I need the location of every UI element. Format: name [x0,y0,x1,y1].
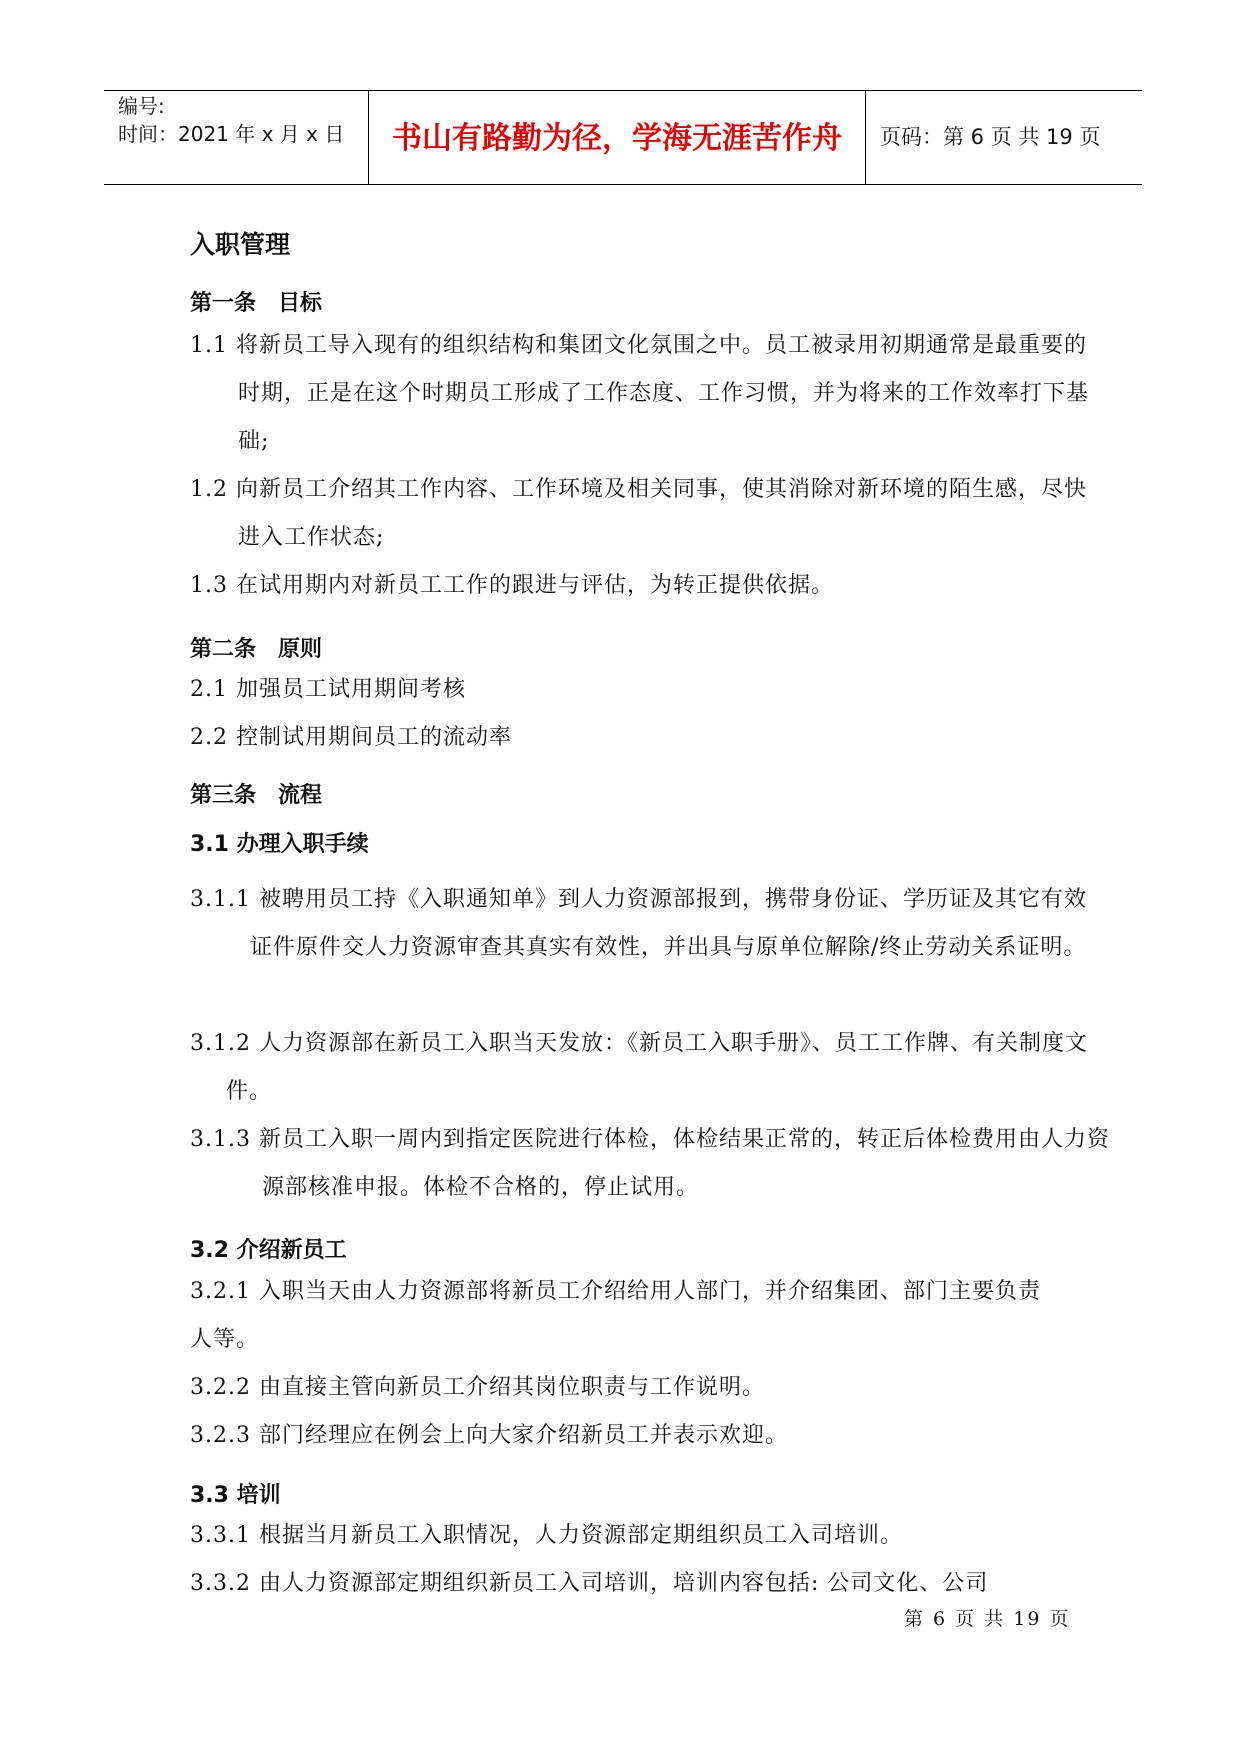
doc-number-label: 编号: [118,94,165,118]
clause-3-1-2: 3.1.2 人力资源部在新员工入职当天发放：《新员工入职手册》、员工工作牌、有关制度文件。 [190,1031,1088,1104]
clause-2-1: 2.1 加强员工试用期间考核 [190,677,466,702]
section-1-heading: 第一条 目标 [190,291,323,316]
date-label: 时间：2021 年 x 月 x 日 [118,122,345,146]
section-3-1-heading: 3.1 办理入职手续 [190,832,369,857]
clause-1-1: 1.1 将新员工导入现有的组织结构和集团文化氛围之中。员工被录用初期通常是最重要的时期，正是在这个时期员工形成了工作态度、工作习惯，并为将来的工作效率打下基础; [190,333,1090,454]
clause-3-3-1: 3.3.1 根据当月新员工入职情况，人力资源部定期组织员工入司培训。 [190,1523,903,1548]
section-3-heading: 第三条 流程 [190,783,323,808]
clause-2-2: 2.2 控制试用期间员工的流动率 [190,725,512,750]
clause-3-2-3: 3.2.3 部门经理应在例会上向大家介绍新员工并表示欢迎。 [190,1423,788,1448]
header-page-number: 页码：第 6 页 共 19 页 [880,125,1101,149]
section-2-heading: 第二条 原则 [190,637,323,662]
clause-3-1-1: 3.1.1 被聘用员工持《入职通知单》到人力资源部报到，携带身份证、学历证及其它有效证件原件交人力资源审查其真实有效性，并出具与原单位解除/终止劳动关系证明。 [190,887,1087,960]
page-footer: 第 6 页 共 19 页 [904,1608,1071,1630]
motto: 书山有路勤为径，学海无涯苦作舟 [392,121,842,156]
header-meta-cell [104,91,368,184]
section-3-3-heading: 3.3 培训 [190,1483,281,1508]
clause-1-3: 1.3 在试用期内对新员工工作的跟进与评估，为转正提供依据。 [190,573,834,598]
clause-1-2: 1.2 向新员工介绍其工作内容、工作环境及相关同事，使其消除对新环境的陌生感，尽快进入工作状态; [190,477,1087,550]
document-header [104,90,1142,185]
section-3-2-heading: 3.2 介绍新员工 [190,1238,347,1263]
clause-3-3-2: 3.3.2 由人力资源部定期组织新员工入司培训，培训内容包括: 公司文化、公司 [190,1571,989,1596]
header-motto-cell [368,91,866,184]
header-page-cell [866,91,1142,184]
page-title: 入职管理 [190,230,291,259]
clause-3-2-1: 3.2.1 入职当天由人力资源部将新员工介绍给用人部门，并介绍集团、部门主要负责人等。 [190,1279,1041,1352]
clause-3-1-3: 3.1.3 新员工入职一周内到指定医院进行体检，体检结果正常的，转正后体检费用由人力资源部核准申报。体检不合格的，停止试用。 [190,1127,1110,1200]
clause-3-2-2: 3.2.2 由直接主管向新员工介绍其岗位职责与工作说明。 [190,1375,765,1400]
